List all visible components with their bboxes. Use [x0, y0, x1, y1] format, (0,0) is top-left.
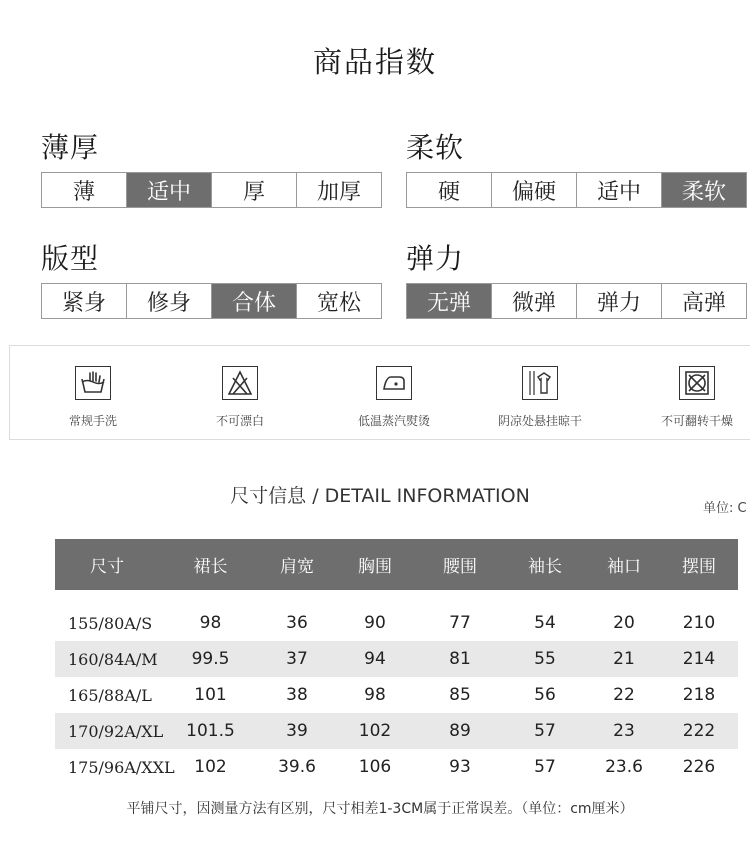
table-cell: 57: [534, 757, 556, 777]
column-header: 裙长: [193, 557, 228, 577]
care-item: [334, 366, 454, 429]
shade-hang-dry-icon: [522, 366, 558, 400]
table-cell: 102: [358, 721, 392, 741]
care-item: [637, 366, 750, 429]
column-header: 腰围: [443, 557, 477, 577]
care-caption: 不可翻转干燥: [660, 414, 733, 428]
table-cell: 218: [682, 685, 716, 705]
table-row: [55, 749, 738, 785]
care-caption: 低温蒸汽熨烫: [357, 414, 430, 428]
table-cell: 55: [534, 649, 556, 669]
thickness-option: 薄: [42, 173, 127, 207]
table-cell: 106: [358, 757, 392, 777]
softness-option: 柔软: [662, 173, 746, 207]
table-row: [55, 605, 738, 641]
detail-heading: 尺寸信息 / DETAIL INFORMATION: [230, 485, 530, 507]
no-tumble-dry-icon: [679, 366, 715, 400]
elasticity-option: 无弹: [407, 284, 492, 318]
column-header: 袖口: [607, 557, 641, 577]
softness-label: 柔软: [406, 131, 465, 164]
column-header: 袖长: [528, 557, 562, 577]
care-caption: 阴凉处悬挂晾干: [497, 414, 582, 428]
care-item: [180, 366, 300, 429]
fit-option: 紧身: [42, 284, 127, 318]
table-cell: 210: [682, 613, 716, 633]
table-cell: 94: [364, 649, 386, 669]
care-caption: 不可漂白: [215, 414, 264, 428]
table-cell: 57: [534, 721, 556, 741]
table-cell: 39: [286, 721, 308, 741]
size-table-header: [55, 539, 738, 590]
size-cell: 155/80A/S: [68, 613, 153, 633]
table-cell: 54: [534, 613, 556, 633]
table-cell: 23.6: [605, 757, 643, 777]
table-cell: 56: [534, 685, 556, 705]
table-row: [55, 677, 738, 713]
column-header: 肩宽: [280, 557, 314, 577]
table-cell: 81: [449, 649, 471, 669]
table-cell: 20: [613, 613, 635, 633]
table-cell: 77: [449, 613, 471, 633]
care-item: [33, 366, 153, 429]
table-cell: 101.5: [186, 721, 235, 741]
table-cell: 23: [613, 721, 635, 741]
size-cell: 170/92A/XL: [68, 721, 164, 741]
table-cell: 101: [194, 685, 227, 705]
table-cell: 102: [194, 757, 227, 777]
thickness-option: 加厚: [316, 179, 361, 205]
table-cell: 22: [613, 685, 635, 705]
table-cell: 85: [449, 685, 471, 705]
unit-label: 单位: C: [703, 501, 747, 516]
fit-label: 版型: [41, 242, 100, 275]
table-cell: 93: [449, 757, 471, 777]
table-cell: 89: [449, 721, 471, 741]
elasticity-label: 弹力: [406, 242, 465, 275]
fit-option: 修身: [127, 284, 212, 318]
table-cell: 98: [199, 613, 222, 633]
hand-wash-icon: [75, 366, 111, 400]
softness-scale: [406, 172, 747, 208]
table-cell: 21: [613, 649, 635, 669]
table-cell: 36: [286, 613, 308, 633]
elasticity-scale: [406, 283, 747, 319]
table-cell: 98: [364, 685, 386, 705]
page-title: 商品指数: [312, 45, 437, 79]
thickness-option: 厚: [212, 173, 297, 207]
size-cell: 165/88A/L: [68, 685, 152, 705]
column-header: 摆围: [682, 557, 716, 577]
thickness-option: 适中: [127, 173, 212, 207]
care-item: [480, 366, 600, 429]
table-cell: 90: [364, 613, 386, 633]
elasticity-option: 高弹: [681, 290, 726, 316]
softness-option: 硬: [407, 173, 492, 207]
table-cell: 38: [286, 685, 308, 705]
column-header: 尺寸: [90, 557, 124, 577]
table-row: [55, 713, 738, 749]
table-row: [55, 641, 738, 677]
thickness-label: 薄厚: [41, 131, 100, 164]
size-cell: 175/96A/XXL: [68, 757, 175, 777]
care-caption: 常规手洗: [68, 414, 117, 428]
table-cell: 222: [682, 721, 716, 741]
table-cell: 226: [682, 757, 716, 777]
table-cell: 214: [682, 649, 716, 669]
table-cell: 37: [286, 649, 308, 669]
size-cell: 160/84A/M: [68, 649, 158, 669]
fit-option: 合体: [212, 284, 297, 318]
fit-option: 宽松: [316, 290, 361, 316]
no-bleach-icon: [222, 366, 258, 400]
care-instructions-panel: [9, 345, 750, 440]
softness-option: 偏硬: [492, 173, 577, 207]
elasticity-option: 弹力: [577, 284, 662, 318]
elasticity-option: 微弹: [492, 284, 577, 318]
table-cell: 39.6: [278, 757, 316, 777]
thickness-scale: [41, 172, 382, 208]
low-temp-iron-icon: [376, 366, 412, 400]
fit-scale: [41, 283, 382, 319]
softness-option: 适中: [577, 173, 662, 207]
table-cell: 99.5: [191, 649, 230, 669]
measurement-note: 平铺尺寸，因测量方法有区别，尺寸相差1-3CM属于正常误差。（单位：cm厘米）: [126, 801, 634, 817]
column-header: 胸围: [358, 557, 392, 577]
